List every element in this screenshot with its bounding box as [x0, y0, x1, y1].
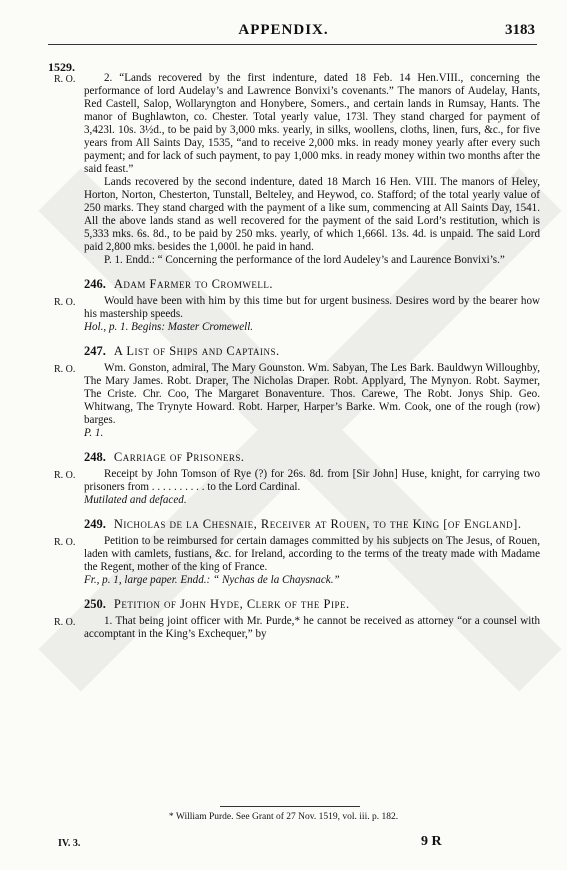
entry-249: [48, 535, 540, 574]
entry-paragraph: Would have been with him by this time but for urgent business. Desires word by the bearer how his mastership speeds.: [84, 295, 540, 320]
entry-heading: [48, 450, 540, 465]
page-body: [48, 72, 540, 641]
entry-heading: [48, 597, 540, 612]
signature-mark-left: IV. 3.: [58, 838, 81, 849]
entry-meta: Fr., p. 1, large paper. Endd.: “ Nychas de la Chaysnack.”: [84, 574, 340, 586]
entry-paragraph: Wm. Gonston, admiral, The Mary Gounston. Wm. Sabyan, The Les Bark. Bauldwyn Willoughby, The Mary James. Robt. Draper, The Nicholas Draper. Robt. Applyard, The Mynyon. Robt. Saymer, The Criste. Chr. Coo, The Margaret Bonaventure. Thos. Carewe, The Robt. Jonys Ship. Geo. Whitwang, The Trynyte Howard. Robt. Harper, Harper’s Barke. Wm. Cook, one of the rough (row) barges.: [84, 362, 540, 426]
source-mark: R. O.: [54, 537, 76, 548]
entry-title: A List of Ships and Captains.: [113, 344, 280, 358]
entry-number: 247.: [84, 344, 106, 358]
entry-number: 249.: [84, 517, 106, 531]
entry-247: [48, 362, 540, 427]
entry-title: Nicholas de la Chesnaie, Receiver at Rouen, to the King [of England].: [113, 517, 522, 531]
footnote-rule: [220, 806, 360, 807]
entry-246: [48, 295, 540, 321]
entry-heading: [48, 344, 540, 359]
page-header: [0, 22, 567, 42]
entry-heading: [48, 277, 540, 292]
entry-number: 246.: [84, 277, 106, 291]
entry-title: Adam Farmer to Cromwell.: [113, 277, 274, 291]
entry-heading: [48, 517, 540, 532]
page-number: 3183: [505, 22, 535, 38]
entry-paragraph: Petition to be reimbursed for certain damages committed by his subjects on The Jesus, of Rouen, laden with camlets, fustians, &c. for Ireland, according to the terms of the treaty made with Madame the Regent, mother of the king of France.: [84, 535, 540, 573]
entry-number: 250.: [84, 597, 106, 611]
entry-meta: P. 1.: [84, 427, 104, 439]
entry-title: Carriage of Prisoners.: [113, 450, 245, 464]
margin-year: 1529.: [48, 60, 75, 74]
entry-250: [48, 615, 540, 641]
entry-meta: Hol., p. 1. Begins: Master Cromewell.: [84, 321, 254, 333]
entry-number: 248.: [84, 450, 106, 464]
entry-paragraph: 2. “Lands recovered by the first indenture, dated 18 Feb. 14 Hen.VIII., concerning the performance of lord Audelay’s and Lawrence Bonvixi’s covenants.” The manors of Audelay, Hants, Red Castell, Salop, Wollaryngton and Honybere, Somers., and certain lands in Rumsay, Hants. The manor of Bughlawton, co. Chester. Total yearly value, 173l. They stand charged for payment of 3,423l. 10s. 3½d., to be paid by 3,000 mks. yearly, in silks, woollens, cloths, linen, furs, &c., for five years from All Saints Day, 1535, “and to receive 2,000 mks. in ready money yearly after every such payment; and for lack of such payment, to pay 1,000 mks. in ready money within two months after the said feast.”: [84, 72, 540, 175]
entry-paragraph: Receipt by John Tomson of Rye (?) for 26s. 8d. from [Sir John] Huse, knight, for carrying two prisoners from . . . . . . . . . . to the Lord Cardinal.: [84, 468, 540, 493]
footnote: * William Purde. See Grant of 27 Nov. 1519, vol. iii. p. 182.: [168, 812, 399, 822]
signature-mark-right: 9 R: [421, 834, 442, 849]
source-mark: R. O.: [54, 364, 76, 375]
entry-title: Petition of John Hyde, Clerk of the Pipe.: [113, 597, 350, 611]
entry-245-continued: [48, 72, 540, 267]
source-mark: R. O.: [54, 297, 76, 308]
entry-248: [48, 468, 540, 494]
source-mark: R. O.: [54, 470, 76, 481]
source-mark: R. O.: [54, 617, 76, 628]
entry-paragraph: Lands recovered by the second indenture, dated 18 March 16 Hen. VIII. The manors of Heley, Horton, Norton, Chesterton, Tunstall, Belteley, and Heywod, co. Stafford; of the total yearly value of 250 marks. They stand charged with the payment of a like sum, commencing at All Saints Day, 1541. All the above lands stand as well recovered for the payment of the said Lord’s restitution, which is 5,333 mks. 6s. 8d., to be paid by 250 mks. yearly, of which 1,666l. 13s. 4d. is unpaid. The said Lord paid 2,800 mks. besides the 1,000l. he paid in hand.: [84, 176, 540, 253]
entry-paragraph: P. 1. Endd.: “ Concerning the performance of the lord Audeley’s and Laurence Bonvixi’s.”: [104, 254, 505, 266]
header-rule: [48, 44, 537, 45]
source-mark: R. O.: [54, 74, 76, 85]
entry-paragraph: 1. That being joint officer with Mr. Purde,* he cannot be received as attorney “or a counsel with accomptant in the King’s Exchequer,” by: [84, 615, 540, 640]
entry-meta: Mutilated and defaced.: [84, 494, 187, 506]
running-title: APPENDIX.: [238, 22, 329, 38]
